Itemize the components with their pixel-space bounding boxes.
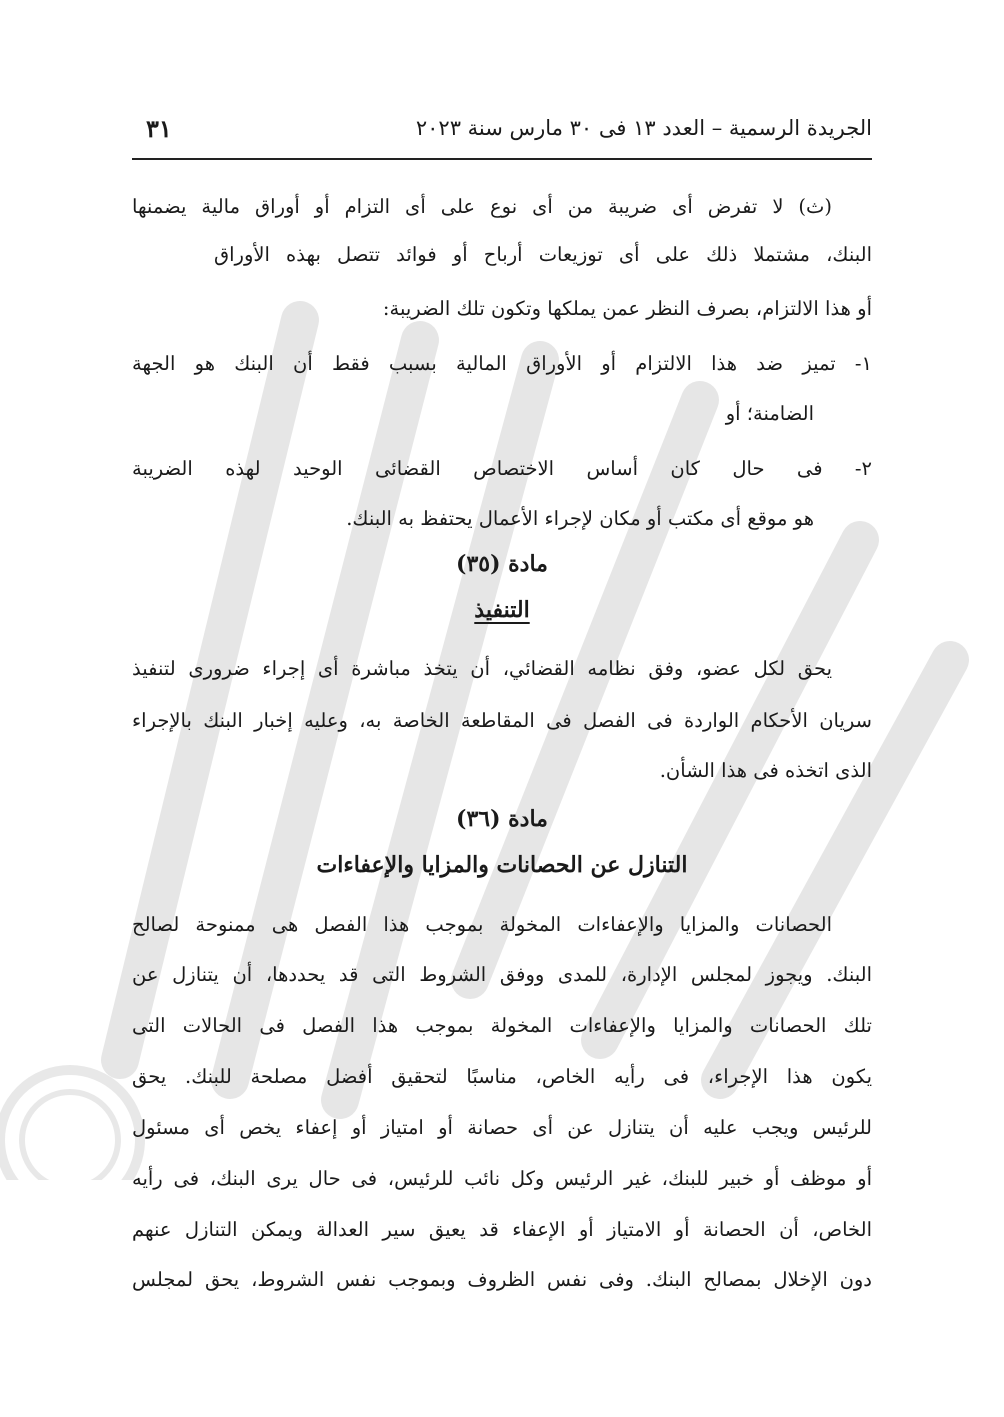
article-title: مادة (٣٥) bbox=[456, 551, 548, 577]
paragraph-line: الضامنة؛ أو bbox=[725, 402, 814, 425]
paragraph-line: يكون هذا الإجراء، فى رأيه الخاص، مناسبًا لتحقيق أفضل مصلحة للبنك. يحق bbox=[132, 1065, 872, 1088]
paragraph-line: دون الإخلال بمصالح البنك. وفى نفس الظروف وبموجب نفس الشروط، يحق لمجلس bbox=[132, 1268, 872, 1291]
paragraph-line: للرئيس ويجب عليه أن يتنازل عن أى حصانة أو امتياز أو إعفاء يخص أى مسئول bbox=[132, 1116, 872, 1139]
paragraph-line: الذى اتخذه فى هذا الشأن. bbox=[659, 759, 872, 782]
paragraph-line: يحق لكل عضو، وفق نظامه القضائي، أن يتخذ مباشرة أى إجراء ضرورى لتنفيذ bbox=[132, 657, 832, 680]
paragraph-line: أو موظف أو خبير للبنك، غير الرئيس وكل نائب للرئيس، فى حال يرى البنك، فى رأيه bbox=[132, 1167, 872, 1190]
paragraph-line: البنك، مشتملا ذلك على أى توزيعات أرباح أو فوائد تتصل بهذه الأوراق bbox=[214, 243, 872, 266]
paragraph-line: هو موقع أى مكتب أو مكان لإجراء الأعمال يحتفظ به البنك. bbox=[346, 507, 814, 530]
paragraph-line: أو هذا الالتزام، بصرف النظر عمن يملكها وتكون تلك الضريبة: bbox=[382, 297, 872, 320]
paragraph-line: سريان الأحكام الواردة فى الفصل فى المقاطعة الخاصة به، وعليه إخبار البنك بالإجراء bbox=[132, 709, 872, 732]
header-title: الجريدة الرسمية – العدد ١٣ فى ٣٠ مارس سنة ٢٠٢٣ bbox=[415, 116, 872, 140]
paragraph-line: تلك الحصانات والمزايا والإعفاءات المخولة بموجب هذا الفصل فى الحالات التى bbox=[132, 1014, 872, 1037]
paragraph-line: الحصانات والمزايا والإعفاءات المخولة بموجب هذا الفصل هى ممنوحة لصالح bbox=[132, 913, 832, 936]
article-subtitle: التنازل عن الحصانات والمزايا والإعفاءات bbox=[316, 852, 688, 878]
paragraph-line: ١- تميز ضد هذا الالتزام أو الأوراق المالية بسبب فقط أن البنك هو الجهة bbox=[132, 352, 872, 375]
paragraph-line: الخاص، أن الحصانة أو الامتياز أو الإعفاء قد يعيق سير العدالة ويمكن التنازل عنهم bbox=[132, 1218, 872, 1241]
page-header bbox=[132, 112, 872, 160]
article-subtitle bbox=[132, 596, 872, 624]
article-subtitle-text: التنفيذ bbox=[474, 597, 530, 623]
paragraph-line: ٢- فى حال كان أساس الاختصاص القضائى الوحيد لهذه الضريبة bbox=[132, 457, 872, 480]
paragraph-line: البنك. ويجوز لمجلس الإدارة، للمدى ووفق الشروط التى قد يحددها، أن يتنازل عن bbox=[132, 963, 872, 986]
paragraph-line: (ث) لا تفرض أى ضريبة من أى نوع على أى التزام أو أوراق مالية يضمنها bbox=[132, 195, 832, 218]
article-title: مادة (٣٦) bbox=[456, 806, 548, 832]
page-number: ٣١ bbox=[146, 114, 172, 143]
